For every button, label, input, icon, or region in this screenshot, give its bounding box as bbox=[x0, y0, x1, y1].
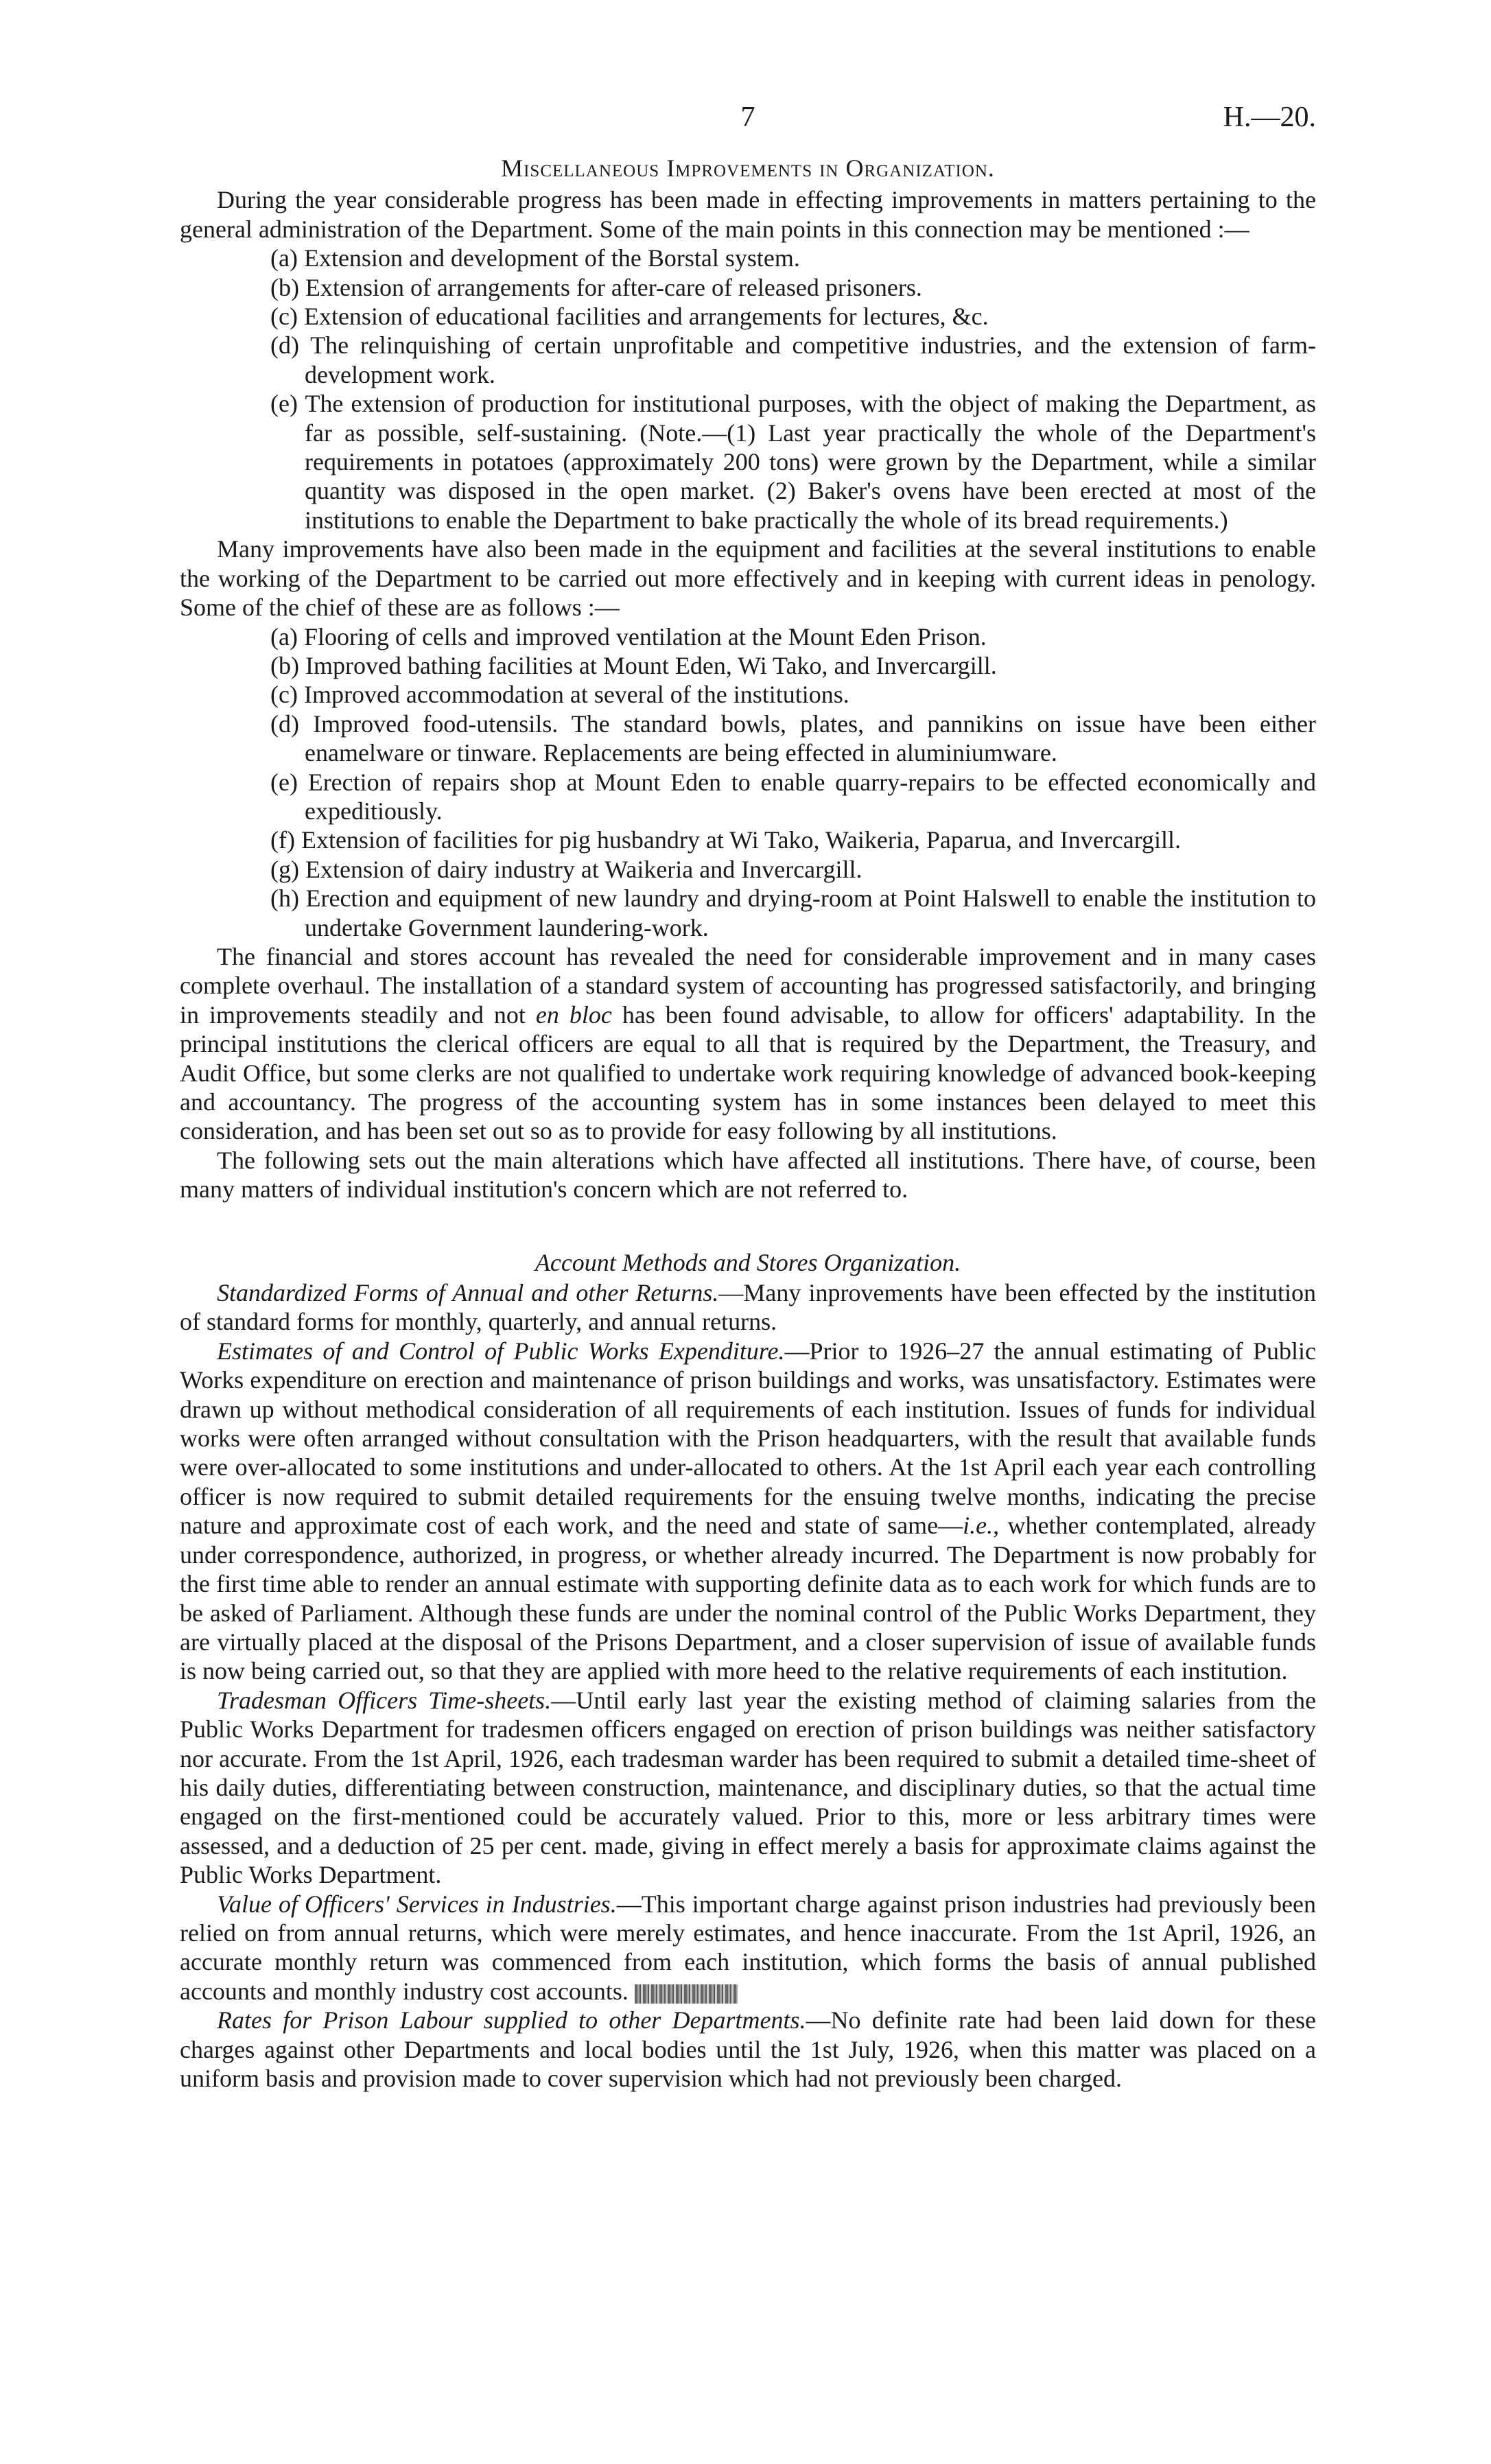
equipment-list bbox=[180, 622, 1316, 942]
paragraph-italic: i.e., bbox=[963, 1512, 1000, 1540]
paragraph-text: —No definite rate had been laid down for these charges against other Departments and local bodies until the 1st July, 1926, when this matter was placed on a uniform basis and provision made to cover supervision which had not previously been charged. bbox=[180, 2006, 1316, 2092]
rates-paragraph bbox=[180, 2006, 1316, 2093]
page-number: 7 bbox=[740, 102, 755, 133]
tradesman-paragraph bbox=[180, 1686, 1316, 1890]
list-item: (g) Extension of dairy industry at Waikeria and Invercargill. bbox=[270, 855, 862, 883]
officers-value-paragraph bbox=[180, 1890, 1316, 2006]
financial-paragraph bbox=[180, 942, 1316, 1146]
list-item: (f) Extension of facilities for pig husbandry at Wi Tako, Waikeria, Paparua, and Invercargill. bbox=[270, 826, 1182, 854]
intro-list bbox=[180, 244, 1316, 535]
equipment-paragraph: Many improvements have also been made in the equipment and facilities at the several institutions to enable the working of the Department to be carried out more effectively and in keeping with current ideas in penology. Some of the chief of these are as follows :— bbox=[180, 535, 1316, 622]
paragraph-lead: Value of Officers' Services in Industries. bbox=[217, 1890, 617, 1918]
paragraph-lead: Standardized Forms of Annual and other Returns. bbox=[217, 1279, 719, 1307]
financial-text-after: has been found advisable, to allow for officers' adaptability. In the principal institutions the clerical officers are equal to all that is required by the Department, the Treasury, and Audit Office, but some clerks are not qualified to undertake work requiring knowledge of advanced book-keeping and accountancy. The progress of the accounting system has in some instances been delayed to meet this consideration, and has been set out so as to provide for easy following by all institutions. bbox=[180, 1000, 1317, 1145]
alterations-paragraph: The following sets out the main alterations which have affected all institutions. There have, of course, been many matters of individual institution's concern which are not referred to. bbox=[180, 1146, 1316, 1204]
standardized-forms-paragraph bbox=[180, 1278, 1316, 1337]
paragraph-lead: Estimates of and Control of Public Works Expenditure. bbox=[217, 1337, 785, 1365]
paragraph-text: whether contemplated, already under correspondence, authorized, in progress, or whether already incurred. The Department is now probably for the first time able to render an annual estimate with supporting definite data as to each work for which funds are to be asked of Parliament. Although these funds are under the nominal control of the Public Works Department, they are virtually placed at the disposal of the Prisons Department, and a closer supervision of issue of available funds is now being carried out, so that they are applied with more heed to the relative requirements of each institution. bbox=[180, 1512, 1317, 1685]
intro-paragraph: During the year considerable progress has been made in effecting improvements in matters pertaining to the general administration of the Department. Some of the main points in this connection may be mentioned :— bbox=[180, 186, 1316, 243]
document-page bbox=[180, 103, 1316, 2093]
paragraph-text: —Many inprovements have been effected by the institution of standard forms for monthly, quarterly, and annual returns. bbox=[180, 1279, 1317, 1336]
subsection-title: Account Methods and Stores Organization. bbox=[535, 1248, 961, 1276]
list-item: (a) Flooring of cells and improved ventilation at the Mount Eden Prison. bbox=[270, 622, 987, 650]
ink-smudge bbox=[635, 1984, 738, 2004]
list-item: (c) Extension of educational facilities and arrangements for lectures, &c. bbox=[270, 303, 989, 331]
list-item: (b) Improved bathing facilities at Mount Eden, Wi Tako, and Invercargill. bbox=[270, 651, 997, 679]
estimates-paragraph bbox=[180, 1337, 1316, 1686]
paragraph-text: —This important charge against prison industries had previously been relied on from annual returns, which were merely estimates, and hence inaccurate. From the 1st April, 1926, an accurate monthly return was commenced from each institution, which forms the basis of annual published accounts and monthly industry cost accounts. bbox=[180, 1890, 1316, 2005]
page-header bbox=[180, 103, 1316, 154]
paragraph-lead: Rates for Prison Labour supplied to other Departments. bbox=[217, 2006, 806, 2034]
list-item: (a) Extension and development of the Borstal system. bbox=[270, 244, 800, 272]
list-item: (e) Erection of repairs shop at Mount Eden to enable quarry-repairs to be effected economically and expeditiously. bbox=[270, 768, 1316, 825]
list-item: (h) Erection and equipment of new laundry and drying-room at Point Halswell to enable the institution to undertake Government laundering-work. bbox=[270, 884, 1316, 941]
financial-italic: en bloc bbox=[535, 1000, 612, 1029]
list-item: (b) Extension of arrangements for after-care of released prisoners. bbox=[270, 273, 922, 301]
financial-text-before: The financial and stores account has revealed the need for considerable improvement and in many cases complete overhaul. The installation of a standard system of accounting has progressed satisfactorily, and bringing in improvements steadily and not bbox=[180, 942, 1316, 1029]
paragraph-lead: Tradesman Officers Time-sheets. bbox=[217, 1686, 552, 1714]
paragraph-text: —Prior to 1926–27 the annual estimating of Public Works expenditure on erection and maintenance of prison buildings and works, was unsatisfactory. Estimates were drawn up without methodical consideration of all requirements of each institution. Issues of funds for individual works were often arranged without consultation with the Prison headquarters, with the result that available funds were over-allocated to some institutions and under-allocated to others. At the 1st April each year each controlling officer is now required to submit detailed requirements for the ensuing twelve months, indicating the precise nature and approximate cost of each work, and the need and state of same— bbox=[180, 1337, 1316, 1540]
list-item: (e) The extension of production for institutional purposes, with the object of making the Department, as far as possible, self-sustaining. (Note.—(1) Last year practically the whole of the Department's requirements in potatoes (approximately 200 tons) were grown by the Department, while a similar quantity was disposed in the open market. (2) Baker's ovens have been erected at most of the institutions to enable the Department to bake practically the whole of its bread requirements.) bbox=[270, 390, 1316, 534]
list-item: (d) The relinquishing of certain unprofitable and competitive industries, and the extension of farm-development work. bbox=[270, 331, 1316, 388]
paragraph-text: —Until early last year the existing method of claiming salaries from the Public Works Department for tradesmen officers engaged on erection of prison buildings was neither satisfactory nor accurate. From the 1st April, 1926, each tradesman warder has been required to submit a detailed time-sheet of his daily duties, differentiating between construction, maintenance, and disciplinary duties, so that the actual time engaged on the first-mentioned could be accurately valued. Prior to this, more or less arbitrary times were assessed, and a deduction of 25 per cent. made, giving in effect merely a basis for approximate claims against the Public Works Department. bbox=[180, 1686, 1316, 1889]
section-title: Miscellaneous Improvements in Organization. bbox=[501, 154, 995, 182]
document-reference: H.—20. bbox=[1223, 102, 1316, 133]
list-item: (c) Improved accommodation at several of the institutions. bbox=[270, 681, 849, 709]
list-item: (d) Improved food-utensils. The standard bowls, plates, and pannikins on issue have been either enamelware or tinware. Replacements are being effected in aluminiumware. bbox=[270, 709, 1316, 767]
